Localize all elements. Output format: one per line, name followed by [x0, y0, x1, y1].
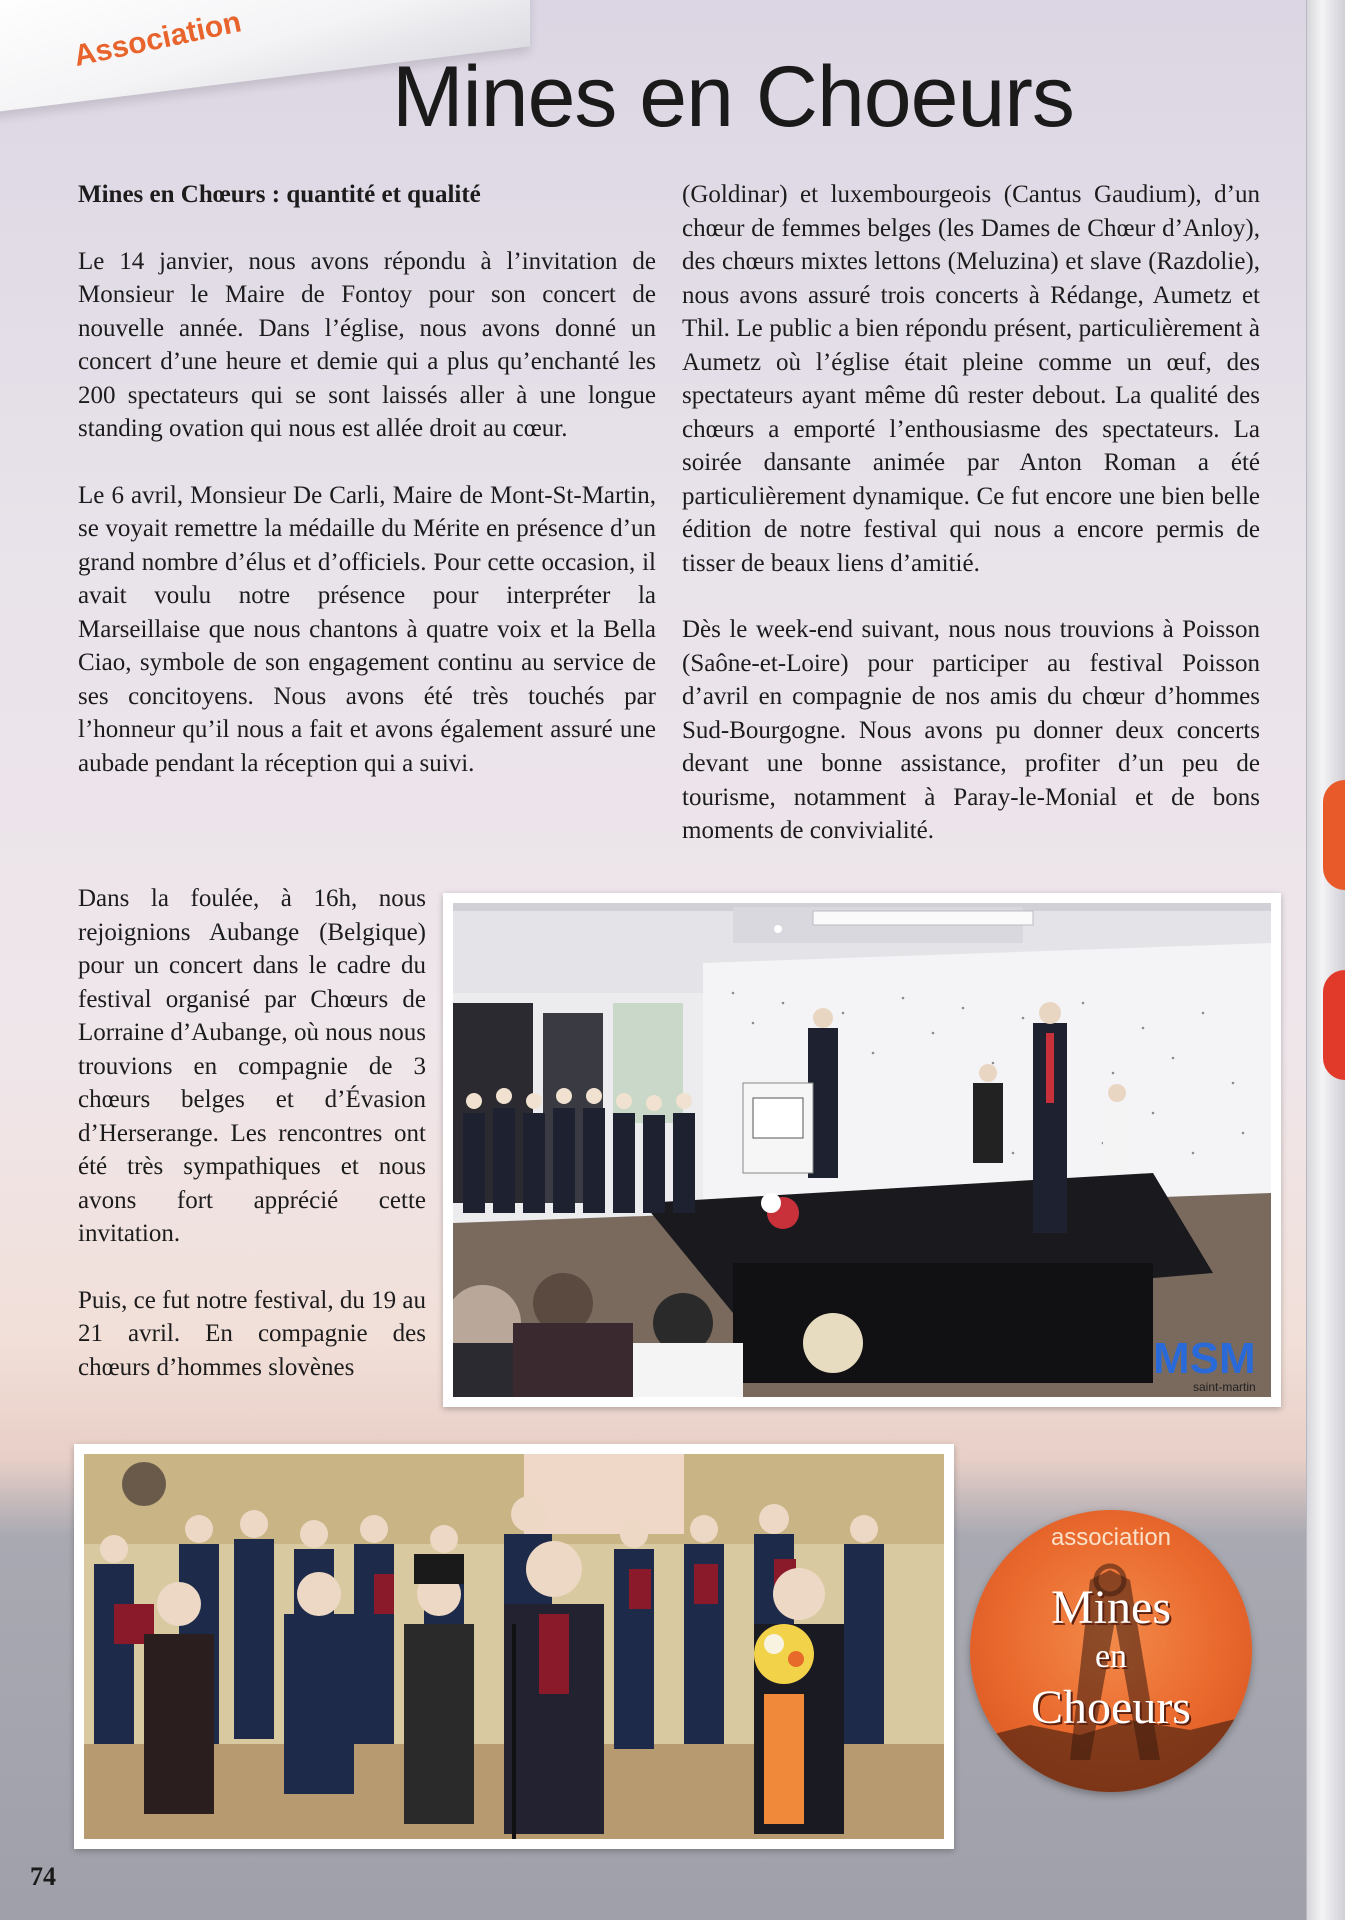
page-title: Mines en Choeurs [392, 49, 1074, 145]
photo-ceremony-image [453, 903, 1271, 1397]
article-paragraph: Le 6 avril, Monsieur De Carli, Maire de Mont-St-Martin, se voyait remettre la médaille du Mérite en présence d’un grand nombre d’élus et d’officiels. Pour cette occasion, il avait voulu notre présence pour interpréter la Marseillaise que nous chantons à quatre voix et la Bella Ciao, symbole de son engagement continu au service de ses concitoyens. Nous avons été très touchés par l’honneur qu’il nous a fait et avons également assuré une aubade pendant la réception qui a suivi. [78, 481, 656, 777]
page-number: 74 [30, 1862, 56, 1891]
article-column-right [682, 178, 1260, 881]
article-paragraph: (Goldinar) et luxembourgeois (Cantus Gaudium), d’un chœur de femmes belges (les Dames de Chœur d’Anloy), des chœurs mixtes lettons (Meluzina) et slave (Razdolie), nous avons assuré trois concerts à Rédange, Aumetz et Thil. Le public a bien répondu présent, particulièrement à Aumetz où l’église était pleine comme un œuf, des spectateurs ayant même dû rester debout. La qualité des chœurs a emporté l’enthousiasme des spectateurs. La soirée dansante animée par Anton Roman a été particulièrement dynamique. Ce fut encore une bien belle édition de notre festival qui nous a encore permis de tisser de beaux liens d’amitié. [682, 181, 1260, 577]
photo-choir-image [84, 1454, 944, 1839]
article-paragraph: Dès le week-end suivant, nous nous trouvions à Poisson (Saône-et-Loire) pour participer au festival Poisson d’avril en compagnie de nos amis du chœur d’hommes Sud-Bourgogne. Nous avons pu donner deux concerts devant une bonne assistance, profiter d’un peu de tourisme, notamment à Paray-le-Monial et de bons moments de convivialité. [682, 616, 1260, 844]
section-tag: Association [70, 5, 245, 74]
logo-line-3: Choeurs [1031, 1681, 1191, 1734]
article-paragraph: Dans la foulée, à 16h, nous rejoignions Aubange (Belgique) pour un concert dans le cadre du festival organisé par Chœurs de Lorraine d’Aubange, où nous nous trouvions en compagnie de 3 chœurs belges et d’Évasion d’Herserange. Les rencontres ont été très sympathiques et nous avons fort apprécié cette invitation. [78, 885, 426, 1247]
association-logo [970, 1510, 1252, 1792]
edge-sticker [1323, 780, 1345, 890]
logo-line-2: en [1094, 1638, 1128, 1675]
photo-ceremony [443, 893, 1281, 1407]
article-subheading: Mines en Chœurs : quantité et qualité [78, 181, 481, 208]
photo-watermark-sub: saint-martin [1193, 1380, 1256, 1394]
edge-sticker [1323, 970, 1345, 1080]
photo-watermark: MSM [1153, 1334, 1256, 1383]
logo-line-1: Mines [1051, 1581, 1171, 1634]
article-paragraph: Puis, ce fut notre festival, du 19 au 21 avril. En compagnie des chœurs d’hommes slovènes [78, 1286, 426, 1381]
article-column-narrow [78, 882, 426, 1417]
article-paragraph: Le 14 janvier, nous avons répondu à l’invitation de Monsieur le Maire de Fontoy pour son concert de nouvelle année. Dans l’église, nous avons donné un concert d’une heure et demie qui a plus qu’enchanté les 200 spectateurs qui se sont laissés aller à une longue standing ovation qui nous est allée droit au cœur. [78, 247, 656, 442]
page-edge [1306, 0, 1345, 1920]
article-column-left [78, 178, 656, 813]
photo-choir [74, 1444, 954, 1849]
logo-small-text: association [1050, 1524, 1172, 1551]
